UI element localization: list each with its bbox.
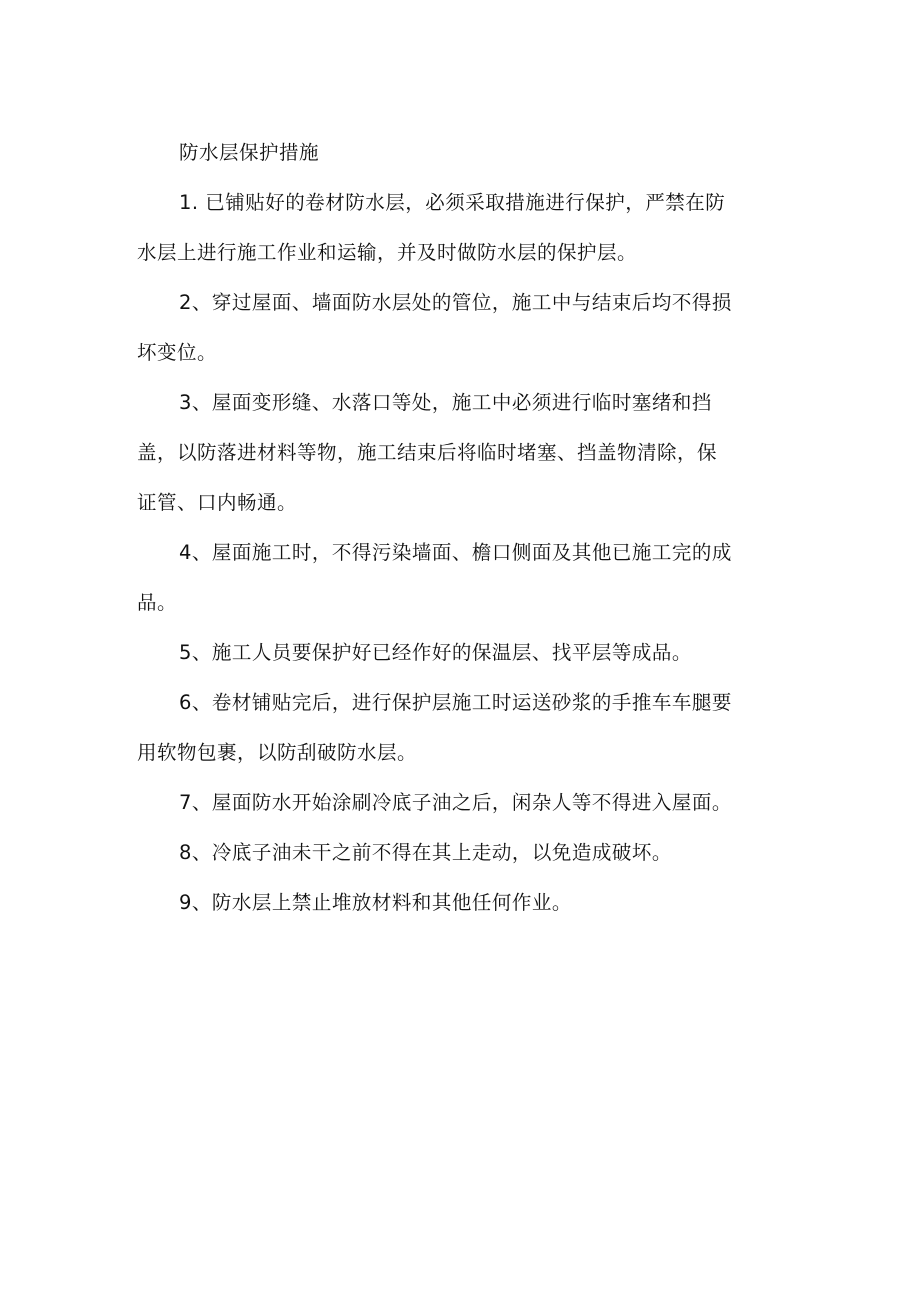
item-2-line-2: 坏变位。: [137, 341, 218, 364]
list-item: [137, 278, 789, 378]
item-9-line-1: 9、防水层上禁止堆放材料和其他任何作业。: [179, 891, 572, 914]
list-item: [137, 878, 789, 928]
list-item: [137, 828, 789, 878]
list-item: [137, 678, 789, 778]
item-5-line-1: 5、施工人员要保护好已经作好的保温层、找平层等成品。: [179, 641, 692, 664]
item-8-line-1: 8、冷底子油未干之前不得在其上走动，以免造成破坏。: [179, 841, 672, 864]
item-4-line-2: 品。: [137, 591, 178, 614]
item-2-line-1: 2、穿过屋面、墙面防水层处的管位，施工中与结束后均不得损: [179, 291, 732, 314]
list-item: [137, 628, 789, 678]
item-3-line-3: 证管、口内畅通。: [137, 491, 298, 514]
item-3-line-1: 3、屋面变形缝、水落口等处，施工中必须进行临时塞绪和挡: [179, 391, 712, 414]
list-item: [137, 378, 789, 528]
item-3-line-2: 盖，以防落进材料等物，施工结束后将临时堵塞、挡盖物清除，保: [137, 441, 718, 464]
item-4-line-1: 4、屋面施工时，不得污染墙面、檐口侧面及其他已施工完的成: [179, 541, 732, 564]
item-7-line-1: 7、屋面防水开始涂刷冷底子油之后，闲杂人等不得进入屋面。: [179, 791, 732, 814]
list-item: [137, 528, 789, 628]
list-item: [137, 778, 789, 828]
item-6-line-2: 用软物包裹，以防刮破防水层。: [137, 741, 418, 764]
document-body: [137, 128, 789, 928]
item-6-line-1: 6、卷材铺贴完后，进行保护层施工时运送砂浆的手推车车腿要: [179, 691, 732, 714]
item-1-line-2: 水层上进行施工作业和运输，并及时做防水层的保护层。: [137, 241, 638, 264]
item-1-line-1: 1. 已铺贴好的卷材防水层，必须采取措施进行保护，严禁在防: [179, 191, 726, 214]
document-title: 防水层保护措施: [179, 141, 320, 164]
list-item: [137, 178, 789, 278]
